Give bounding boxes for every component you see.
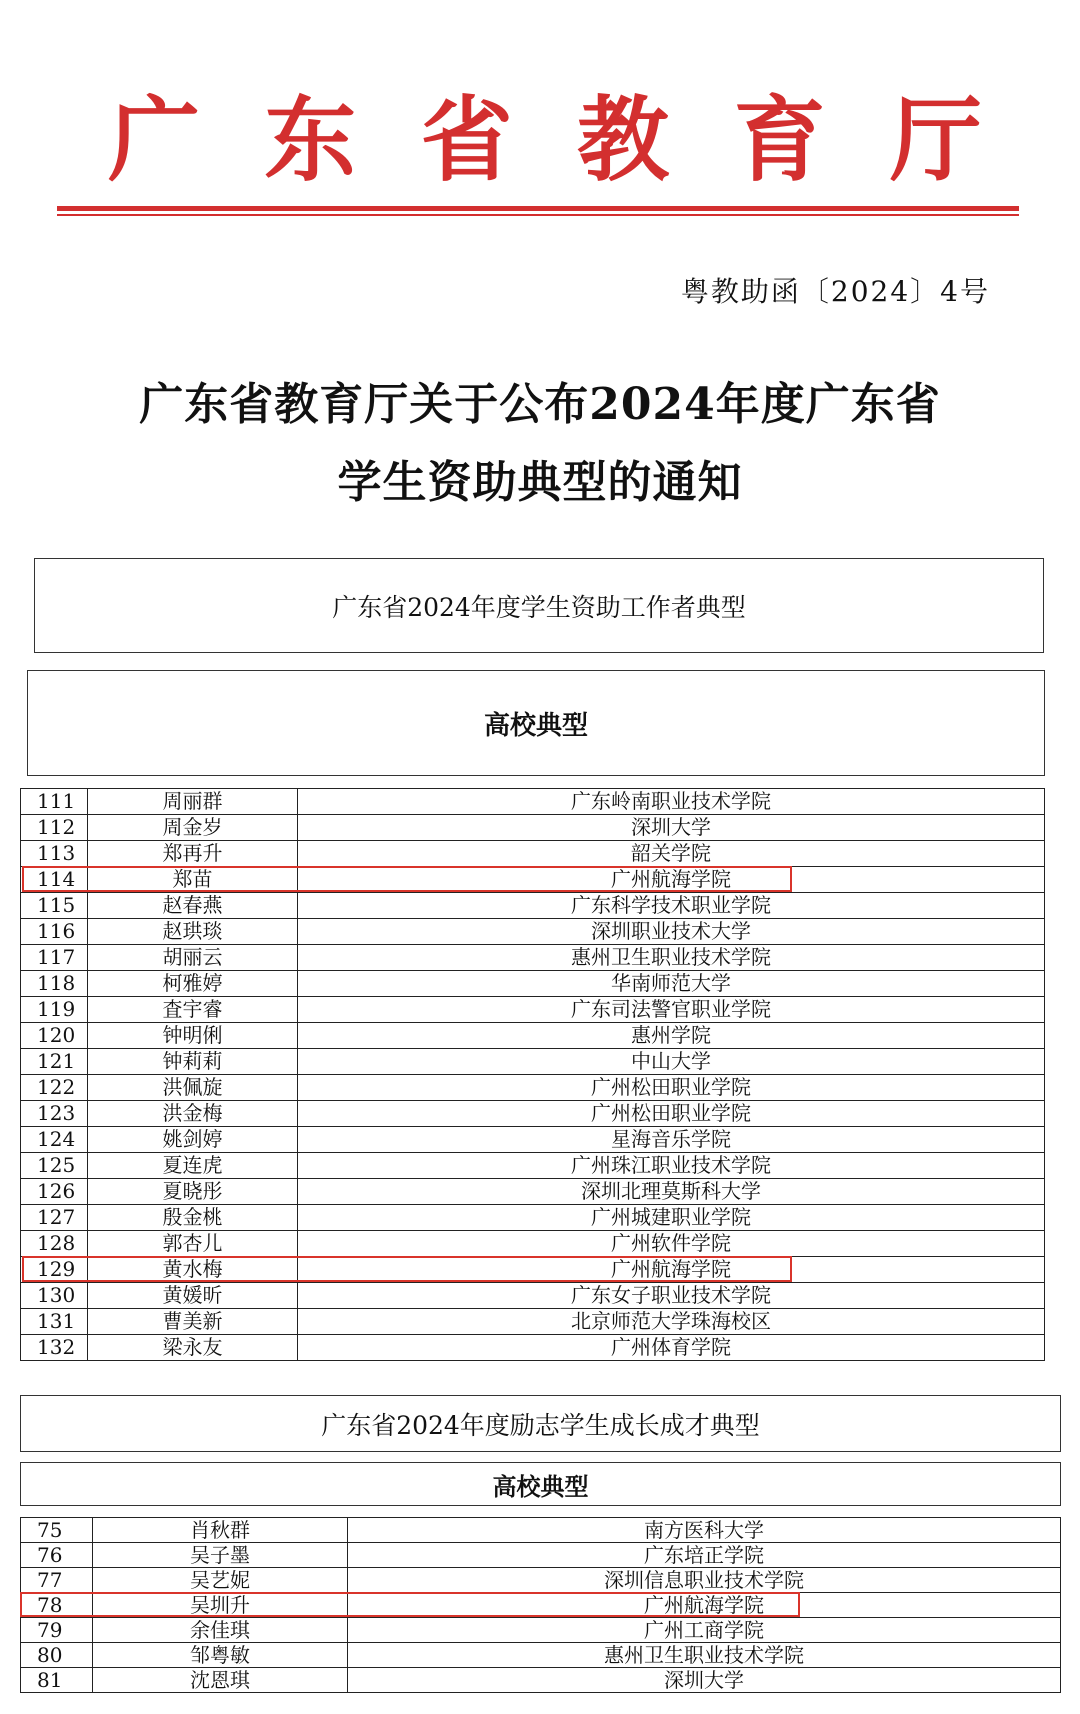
row-number: 116 — [21, 919, 88, 945]
row-number: 130 — [21, 1283, 88, 1309]
table-row — [21, 919, 1045, 945]
row-school: 深圳信息职业技术学院 — [348, 1568, 1061, 1593]
row-name: 郑苗 — [88, 867, 298, 893]
row-name: 柯雅婷 — [88, 971, 298, 997]
letterhead-char: 厅 — [889, 86, 982, 194]
row-number: 131 — [21, 1309, 88, 1335]
section1-subtitle-box — [27, 670, 1045, 776]
row-number: 128 — [21, 1231, 88, 1257]
table-row — [21, 1179, 1045, 1205]
row-number: 120 — [21, 1023, 88, 1049]
table-row — [21, 1518, 1061, 1543]
table-row — [21, 1257, 1045, 1283]
row-school: 广州松田职业学院 — [298, 1101, 1045, 1127]
row-name: 余佳琪 — [93, 1618, 348, 1643]
table-row — [21, 945, 1045, 971]
table-row — [21, 1643, 1061, 1668]
row-number: 126 — [21, 1179, 88, 1205]
row-number: 125 — [21, 1153, 88, 1179]
row-school: 深圳北理莫斯科大学 — [298, 1179, 1045, 1205]
table-row — [21, 815, 1045, 841]
row-school: 广州软件学院 — [298, 1231, 1045, 1257]
table-row — [21, 1127, 1045, 1153]
row-school: 广州航海学院 — [298, 867, 1045, 893]
row-school: 广东司法警官职业学院 — [298, 997, 1045, 1023]
row-number: 121 — [21, 1049, 88, 1075]
row-school: 华南师范大学 — [298, 971, 1045, 997]
row-school: 深圳大学 — [298, 815, 1045, 841]
row-name: 夏连虎 — [88, 1153, 298, 1179]
section1-subtitle: 高校典型 — [483, 710, 588, 741]
row-number: 129 — [21, 1257, 88, 1283]
row-number: 132 — [21, 1335, 88, 1361]
row-number: 127 — [21, 1205, 88, 1231]
section1-table — [20, 788, 1045, 1361]
row-number: 119 — [21, 997, 88, 1023]
row-name: 周丽群 — [88, 789, 298, 815]
row-number: 122 — [21, 1075, 88, 1101]
row-number: 112 — [21, 815, 88, 841]
letterhead-char: 教 — [577, 86, 670, 194]
row-number: 117 — [21, 945, 88, 971]
row-school: 北京师范大学珠海校区 — [298, 1309, 1045, 1335]
row-school: 广州城建职业学院 — [298, 1205, 1045, 1231]
row-school: 惠州学院 — [298, 1023, 1045, 1049]
row-name: 曹美新 — [88, 1309, 298, 1335]
table-row — [21, 1153, 1045, 1179]
table-row — [21, 971, 1045, 997]
section2-subtitle-box — [20, 1462, 1061, 1506]
row-name: 黄水梅 — [88, 1257, 298, 1283]
row-school: 广东岭南职业技术学院 — [298, 789, 1045, 815]
table-row — [21, 1543, 1061, 1568]
row-number: 118 — [21, 971, 88, 997]
table-row — [21, 1593, 1061, 1618]
row-number: 113 — [21, 841, 88, 867]
row-number: 75 — [21, 1518, 93, 1543]
row-number: 123 — [21, 1101, 88, 1127]
table-row — [21, 1309, 1045, 1335]
document-title-line2: 学生资助典型的通知 — [337, 457, 743, 508]
row-name: 姚剑婷 — [88, 1127, 298, 1153]
document-title-line1: 广东省教育厅关于公布2024年度广东省 — [139, 379, 941, 430]
table-row — [21, 1205, 1045, 1231]
section1-title: 广东省2024年度学生资助工作者典型 — [332, 592, 746, 622]
row-number: 79 — [21, 1618, 93, 1643]
row-name: 吴圳升 — [93, 1593, 348, 1618]
row-name: 黄媛昕 — [88, 1283, 298, 1309]
row-number: 80 — [21, 1643, 93, 1668]
row-name: 郑再升 — [88, 841, 298, 867]
row-school: 深圳大学 — [348, 1668, 1061, 1693]
row-school: 广州珠江职业技术学院 — [298, 1153, 1045, 1179]
table-row — [21, 1023, 1045, 1049]
row-number: 81 — [21, 1668, 93, 1693]
row-name: 吴子墨 — [93, 1543, 348, 1568]
row-school: 深圳职业技术大学 — [298, 919, 1045, 945]
section2-subtitle: 高校典型 — [492, 1471, 589, 1501]
row-number: 111 — [21, 789, 88, 815]
row-school: 广州松田职业学院 — [298, 1075, 1045, 1101]
row-school: 广州体育学院 — [298, 1335, 1045, 1361]
row-name: 周金岁 — [88, 815, 298, 841]
row-number: 115 — [21, 893, 88, 919]
row-name: 郭杏儿 — [88, 1231, 298, 1257]
table-row — [21, 1618, 1061, 1643]
row-number: 77 — [21, 1568, 93, 1593]
row-name: 梁永友 — [88, 1335, 298, 1361]
row-name: 赵春燕 — [88, 893, 298, 919]
table-row — [21, 1231, 1045, 1257]
table-row — [21, 1568, 1061, 1593]
row-name: 洪金梅 — [88, 1101, 298, 1127]
row-school: 广州航海学院 — [348, 1593, 1061, 1618]
row-school: 广东培正学院 — [348, 1543, 1061, 1568]
row-name: 钟明俐 — [88, 1023, 298, 1049]
row-name: 赵珙琰 — [88, 919, 298, 945]
table-row — [21, 1049, 1045, 1075]
table-row — [21, 841, 1045, 867]
table-row — [21, 1101, 1045, 1127]
row-number: 78 — [21, 1593, 93, 1618]
letterhead-char: 东 — [264, 86, 357, 194]
row-school: 惠州卫生职业技术学院 — [298, 945, 1045, 971]
row-school: 广州航海学院 — [298, 1257, 1045, 1283]
row-number: 124 — [21, 1127, 88, 1153]
row-number: 114 — [21, 867, 88, 893]
letterhead-char: 省 — [420, 86, 513, 194]
row-school: 广州工商学院 — [348, 1618, 1061, 1643]
row-school: 南方医科大学 — [348, 1518, 1061, 1543]
row-school: 广东女子职业技术学院 — [298, 1283, 1045, 1309]
table-row — [21, 1335, 1045, 1361]
row-name: 査宇睿 — [88, 997, 298, 1023]
table-row — [21, 893, 1045, 919]
letterhead-rule-thin — [57, 214, 1019, 216]
section2-table — [20, 1517, 1061, 1693]
row-school: 中山大学 — [298, 1049, 1045, 1075]
row-name: 邹粤敏 — [93, 1643, 348, 1668]
row-name: 吴艺妮 — [93, 1568, 348, 1593]
row-name: 夏晓彤 — [88, 1179, 298, 1205]
row-school: 惠州卫生职业技术学院 — [348, 1643, 1061, 1668]
row-school: 韶关学院 — [298, 841, 1045, 867]
table-row — [21, 1075, 1045, 1101]
section1-title-box — [34, 558, 1044, 653]
row-name: 钟莉莉 — [88, 1049, 298, 1075]
row-name: 肖秋群 — [93, 1518, 348, 1543]
row-name: 胡丽云 — [88, 945, 298, 971]
letterhead-char: 广 — [108, 86, 201, 194]
letterhead-rule — [57, 206, 1019, 211]
section2-title: 广东省2024年度励志学生成长成才典型 — [321, 1410, 760, 1440]
row-school: 星海音乐学院 — [298, 1127, 1045, 1153]
document-number: 粤教助函〔2024〕4号 — [680, 275, 990, 308]
table-row — [21, 1668, 1061, 1693]
row-name: 沈恩琪 — [93, 1668, 348, 1693]
table-row — [21, 1283, 1045, 1309]
row-name: 洪佩旋 — [88, 1075, 298, 1101]
letterhead-char: 育 — [733, 86, 826, 194]
letterhead-title — [0, 80, 1080, 200]
table-row — [21, 789, 1045, 815]
row-name: 殷金桃 — [88, 1205, 298, 1231]
table-row — [21, 867, 1045, 893]
table-row — [21, 997, 1045, 1023]
row-school: 广东科学技术职业学院 — [298, 893, 1045, 919]
section2-title-box — [20, 1395, 1061, 1452]
row-number: 76 — [21, 1543, 93, 1568]
